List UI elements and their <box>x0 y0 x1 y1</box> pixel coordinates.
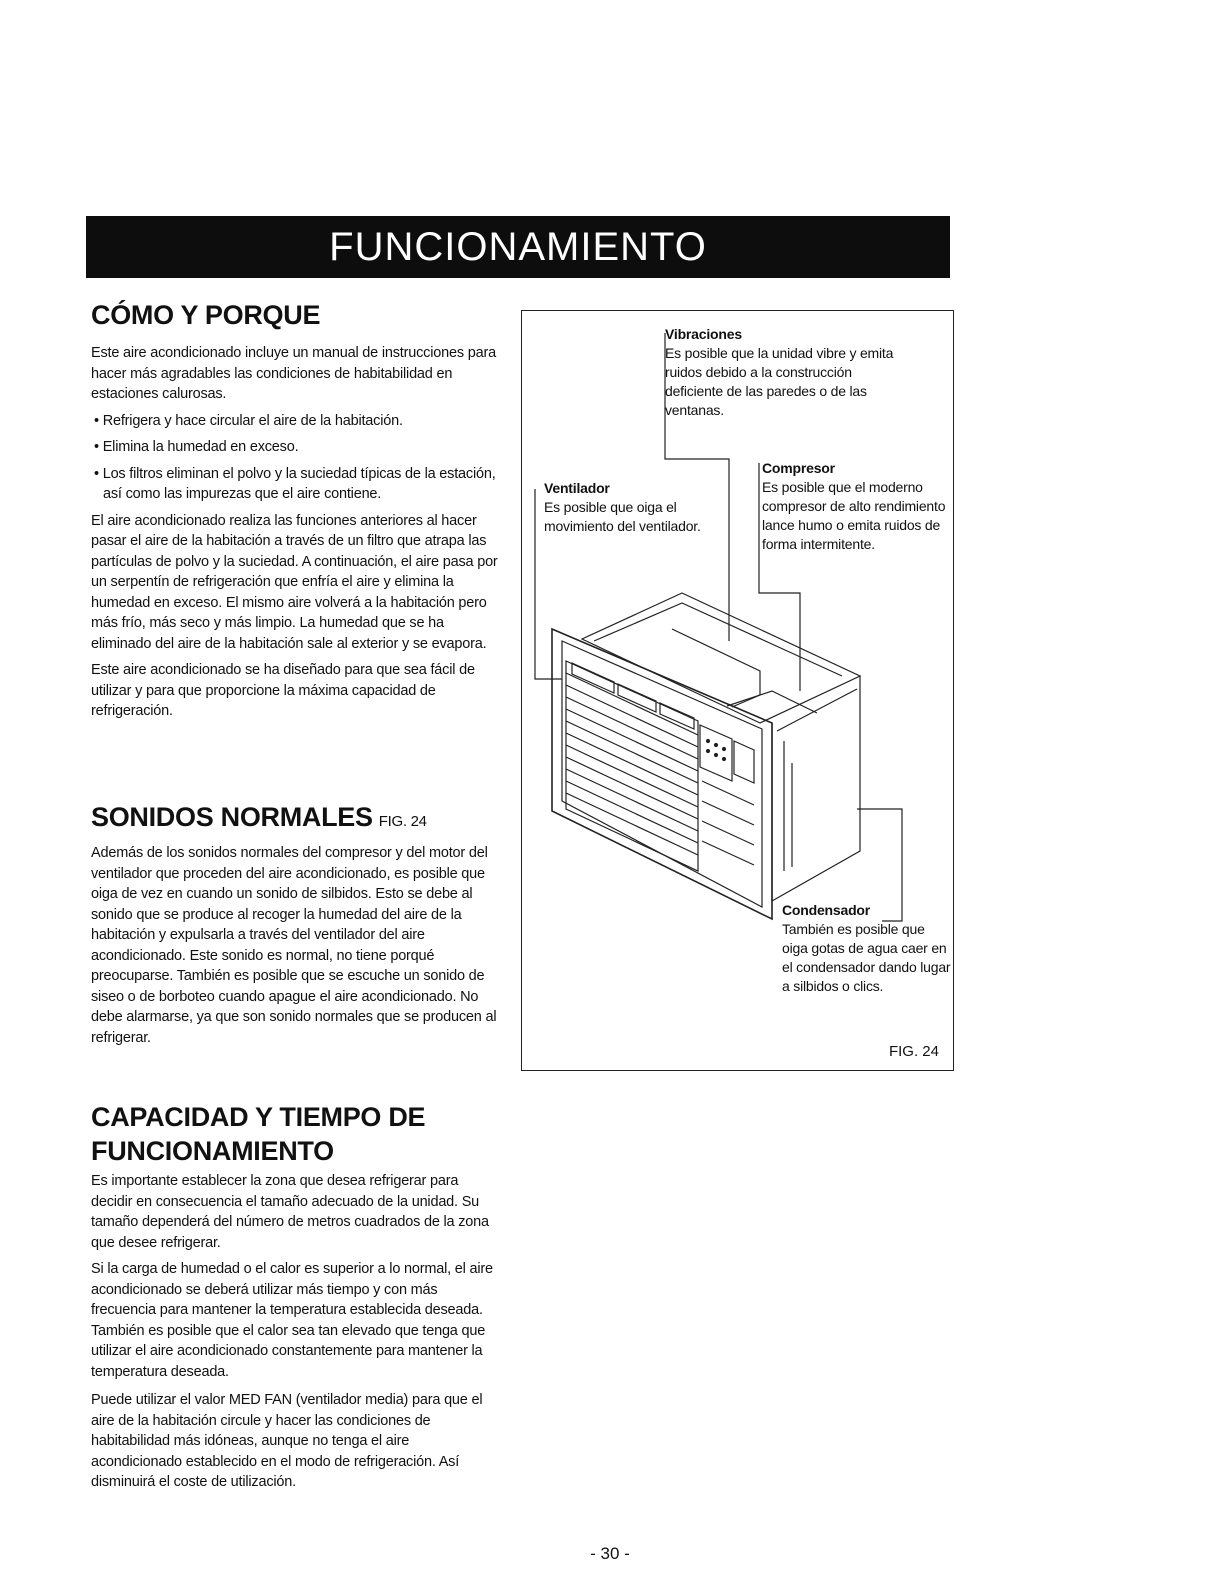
figure-label: FIG. 24 <box>888 1043 939 1060</box>
heading-text: SONIDOS NORMALES <box>91 802 373 832</box>
section-body-sonidos-normales <box>91 843 503 1054</box>
list-item: • Refrigera y hace circular el aire de la habitación. <box>94 412 403 429</box>
page-number: - 30 - <box>590 1544 630 1563</box>
callout-text: Es posible que el moderno compresor de alto rendimiento lance humo o emita ruidos de forma intermitente. <box>762 479 946 552</box>
section-heading-como-y-porque: CÓMO Y PORQUE <box>91 300 321 330</box>
section-body-como-y-porque <box>91 343 503 728</box>
callout-vibraciones <box>665 325 905 420</box>
callout-title: Compresor <box>762 460 835 476</box>
section-heading-sonidos-normales <box>91 800 427 839</box>
paragraph: Puede utilizar el valor MED FAN (ventilador media) para que el aire de la habitación circule y hacer las condiciones de habitabilidad más idóneas, aunque no tenga el aire acondicionado establecido en el modo de refrigeración. Así disminuirá el coste de utilización. <box>91 1392 483 1490</box>
section-body-capacidad <box>91 1171 503 1499</box>
callout-title: Vibraciones <box>665 326 742 342</box>
list-item: • Elimina la humedad en exceso. <box>94 439 299 455</box>
callout-condensador <box>782 901 954 996</box>
list-item: • Los filtros eliminan el polvo y la suciedad típicas de la estación, así como las impurezas que el aire contiene. <box>94 465 496 502</box>
figure-reference: FIG. 24 <box>378 813 427 830</box>
callout-title: Condensador <box>782 902 871 918</box>
callout-compresor <box>762 459 947 554</box>
paragraph: Este aire acondicionado incluye un manual de instrucciones para hacer más agradables las condiciones de habitabilidad en estaciones calurosas. <box>91 345 496 402</box>
paragraph: Si la carga de humedad o el calor es superior a lo normal, el aire acondicionado se deberá utilizar más tiempo y con más frecuencia para mantener la temperatura establecida deseada. También es posible que el calor sea tan elevado que tenga que utilizar el aire acondicionado constantemente para mantener la temperatura deseada. <box>91 1261 493 1380</box>
page-banner: FUNCIONAMIENTO <box>86 216 950 278</box>
figure-24 <box>521 310 954 1071</box>
paragraph: Este aire acondicionado se ha diseñado para que sea fácil de utilizar y para que proporcione la máxima capacidad de refrigeración. <box>91 662 475 719</box>
callout-text: Es posible que la unidad vibre y emita ruidos debido a la construcción deficiente de las paredes o de las ventanas. <box>665 345 894 418</box>
section-heading-capacidad: CAPACIDAD Y TIEMPO DE FUNCIONAMIENTO <box>91 1102 426 1166</box>
callout-title: Ventilador <box>544 480 610 496</box>
callout-text: Es posible que oiga el movimiento del ventilador. <box>544 499 701 534</box>
paragraph: El aire acondicionado realiza las funciones anteriores al hacer pasar el aire de la habitación a través de un filtro que atrapa las partículas de polvo y la suciedad. A continuación, el aire pasa por un serpentín de refrigeración que enfría el aire y elimina la humedad en exceso. El mismo aire volverá a la habitación pero más frío, más seco y más limpio. La humedad que se ha eliminado del aire de la habitación sale al exterior y se evapora. <box>91 512 498 652</box>
callout-text: También es posible que oiga gotas de agua caer en el condensador dando lugar a silbidos o clics. <box>782 921 951 994</box>
paragraph: Es importante establecer la zona que desea refrigerar para decidir en consecuencia el tamaño adecuado de la unidad. Su tamaño dependerá del número de metros cuadrados de la zona que desee refrigerar. <box>91 1173 489 1251</box>
paragraph: Además de los sonidos normales del compresor y del motor del ventilador que proceden del aire acondicionado, es posible que oiga de vez en cuando un sonido de silbidos. Esto se debe al sonido que se produce al recoger la humedad del aire de la habitación y expulsarla a través del ventilador del aire acondicionado. Este sonido es normal, no tiene porqué preocuparse. También es posible que se escuche un sonido de siseo o de borboteo cuando apague el aire acondicionado. No debe alarmarse, ya que son sonido normales que se producen al refrigerar. <box>91 845 497 1046</box>
bullet-list <box>91 411 503 505</box>
callout-ventilador <box>544 479 734 536</box>
